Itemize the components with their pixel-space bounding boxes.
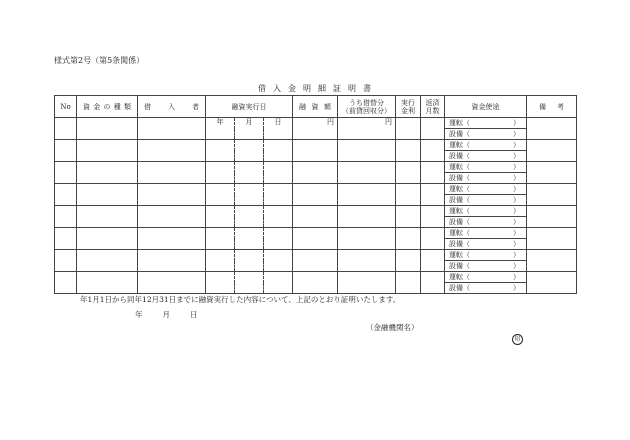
table-row [55,162,577,173]
cell-loan-amount [293,184,338,206]
cell-exec-day [264,162,293,184]
cell-repayment-months [421,250,445,272]
table-row [55,228,577,239]
title-char: 細 [318,84,327,93]
cell-loan-amount [293,250,338,272]
cell-exec-day [264,206,293,228]
cell-refinance-amount [338,272,396,294]
cell-exec-month [235,228,264,250]
table-row [55,206,577,217]
header-fund-purpose: 資金使途 [445,96,527,118]
cell-no [55,184,77,206]
cell-interest-rate [396,250,421,272]
cell-purpose-operating: 運転（ ） [445,184,527,195]
cell-no [55,206,77,228]
cell-interest-rate [396,228,421,250]
title-char: 入 [273,84,282,93]
title-char: 書 [363,84,372,93]
cell-purpose-operating: 運転（ ） [445,272,527,283]
cell-remarks [527,162,577,184]
table-row [55,272,577,283]
cell-exec-month [235,250,264,272]
cell-remarks [527,206,577,228]
cell-repayment-months [421,140,445,162]
cell-no [55,250,77,272]
cell-loan-amount: 円 [293,118,338,140]
cell-refinance-amount [338,250,396,272]
issue-year-label: 年 [135,310,143,319]
document-title [0,83,630,94]
cell-borrower [138,228,206,250]
cell-purpose-operating: 運転（ ） [445,206,527,217]
cell-no [55,162,77,184]
issue-day-label: 日 [190,310,198,319]
cell-no [55,118,77,140]
cell-remarks [527,118,577,140]
cell-exec-year [206,162,235,184]
cell-borrower [138,184,206,206]
title-char: 明 [348,84,357,93]
title-char: 明 [303,84,312,93]
header-remarks: 備 考 [527,96,577,118]
cell-interest-rate [396,118,421,140]
cell-loan-amount [293,206,338,228]
cell-refinance-amount [338,140,396,162]
cell-interest-rate [396,272,421,294]
title-char: 証 [333,84,342,93]
cell-refinance-amount [338,184,396,206]
cell-refinance-amount: 円 [338,118,396,140]
cell-remarks [527,140,577,162]
cell-repayment-months [421,272,445,294]
table-row [55,184,577,195]
cell-purpose-operating: 運転（ ） [445,250,527,261]
cell-loan-amount [293,228,338,250]
cell-repayment-months [421,228,445,250]
table-row [55,118,577,129]
cell-fund-type [77,118,138,140]
cell-purpose-equipment: 設備（ ） [445,261,527,272]
cell-borrower [138,140,206,162]
cell-purpose-equipment: 設備（ ） [445,195,527,206]
cell-interest-rate [396,206,421,228]
cell-fund-type [77,184,138,206]
cell-interest-rate [396,140,421,162]
cell-borrower [138,250,206,272]
cell-repayment-months [421,206,445,228]
title-char: 借 [258,84,267,93]
header-borrower: 借 入 者 [138,96,206,118]
issue-date [135,309,218,320]
cell-purpose-equipment: 設備（ ） [445,283,527,294]
certification-statement: 年1月1日から同年12月31日までに融資実行した内容について、上記のとおり証明いたします。 [80,295,401,304]
header-no: No [55,96,77,118]
cell-purpose-operating: 運転（ ） [445,140,527,151]
cell-exec-day [264,140,293,162]
cell-remarks [527,250,577,272]
cell-exec-day: 日 [264,118,293,140]
header-refinance-portion: うち借替分 （前貸回収分） [338,96,396,118]
cell-purpose-equipment: 設備（ ） [445,173,527,184]
cell-purpose-equipment: 設備（ ） [445,217,527,228]
cell-remarks [527,228,577,250]
cell-borrower [138,272,206,294]
header-fund-type: 資 金 の 種 類 [77,96,138,118]
cell-purpose-equipment: 設備（ ） [445,129,527,140]
cell-loan-amount [293,140,338,162]
cell-exec-year [206,184,235,206]
cell-exec-year [206,228,235,250]
header-loan-amount: 融 資 額 [293,96,338,118]
cell-exec-year [206,250,235,272]
cell-refinance-amount [338,206,396,228]
cell-exec-day [264,272,293,294]
cell-borrower [138,118,206,140]
cell-purpose-operating: 運転（ ） [445,118,527,129]
cell-fund-type [77,206,138,228]
cell-refinance-amount [338,162,396,184]
loan-detail-table [54,95,577,294]
cell-fund-type [77,228,138,250]
header-execution-date: 融資実行日 [206,96,293,118]
cell-loan-amount [293,272,338,294]
cell-exec-day [264,228,293,250]
cell-exec-year [206,272,235,294]
cell-exec-month [235,272,264,294]
seal-mark: 印 [512,334,523,345]
cell-remarks [527,272,577,294]
cell-loan-amount [293,162,338,184]
cell-exec-month [235,206,264,228]
cell-fund-type [77,140,138,162]
cell-no [55,272,77,294]
cell-interest-rate [396,184,421,206]
cell-remarks [527,184,577,206]
cell-no [55,228,77,250]
cell-exec-year [206,206,235,228]
cell-purpose-equipment: 設備（ ） [445,239,527,250]
cell-borrower [138,206,206,228]
cell-fund-type [77,250,138,272]
table-row [55,140,577,151]
cell-no [55,140,77,162]
cell-exec-day [264,184,293,206]
cell-exec-month: 月 [235,118,264,140]
form-number-label: 様式第2号（第5条関係） [54,56,145,65]
cell-repayment-months [421,184,445,206]
issue-month-label: 月 [162,310,170,319]
cell-purpose-equipment: 設備（ ） [445,151,527,162]
cell-purpose-operating: 運転（ ） [445,162,527,173]
table-row [55,250,577,261]
cell-refinance-amount [338,228,396,250]
table-body [55,118,577,294]
institution-name-label: （金融機関名） [366,323,419,332]
cell-exec-month [235,184,264,206]
cell-exec-year [206,140,235,162]
cell-repayment-months [421,162,445,184]
header-interest-rate: 実行 金利 [396,96,421,118]
header-repayment-months: 返済 月数 [421,96,445,118]
cell-exec-month [235,140,264,162]
cell-borrower [138,162,206,184]
cell-fund-type [77,272,138,294]
cell-interest-rate [396,162,421,184]
cell-repayment-months [421,118,445,140]
cell-exec-year: 年 [206,118,235,140]
table-header-row [55,96,577,118]
cell-fund-type [77,162,138,184]
cell-exec-day [264,250,293,272]
cell-purpose-operating: 運転（ ） [445,228,527,239]
cell-exec-month [235,162,264,184]
title-char: 金 [288,84,297,93]
